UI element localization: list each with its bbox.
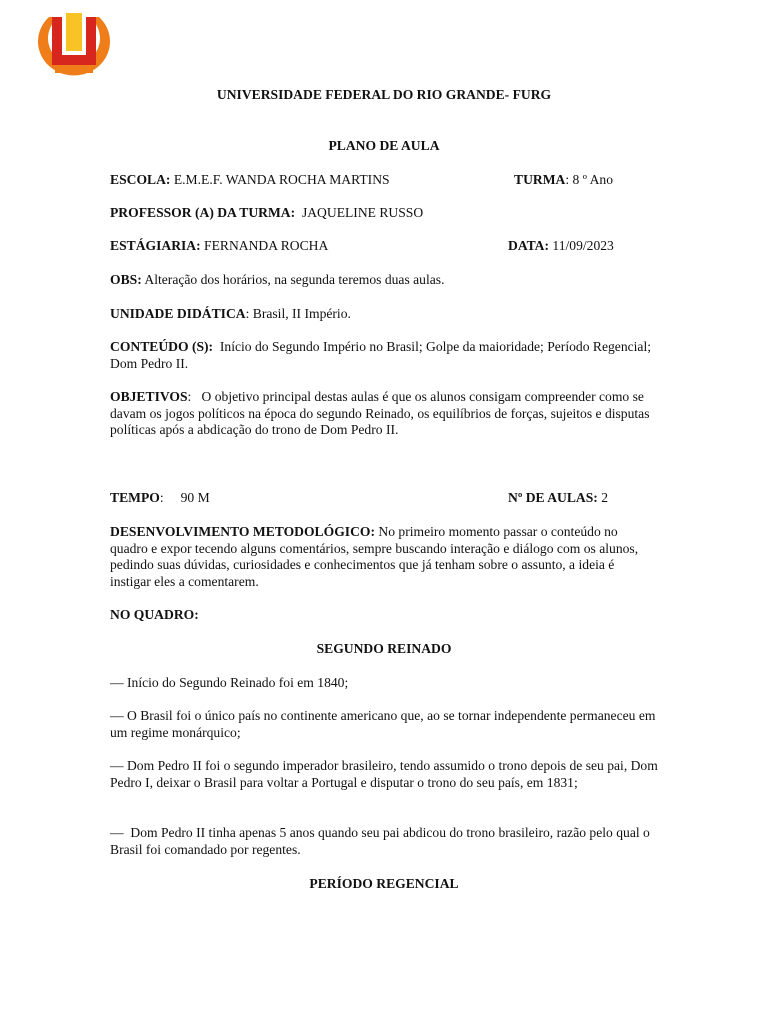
obs-label: OBS:: [110, 272, 142, 287]
unidade-label: UNIDADE DIDÁTICA: [110, 306, 246, 321]
professor-row: [110, 205, 658, 222]
turma-label: TURMA: [514, 172, 566, 187]
tempo-label: TEMPO: [110, 490, 160, 505]
logo-base: [55, 69, 93, 73]
unidade-value: : Brasil, II Império.: [245, 306, 351, 321]
segundo-reinado-heading: SEGUNDO REINADO: [316, 641, 452, 656]
list-item: — Dom Pedro II tinha apenas 5 anos quando seu pai abdicou do trono brasileiro, razão pelo qual o Brasil foi comandado por regentes.: [110, 825, 654, 857]
estagiaria-row: [110, 238, 658, 255]
desenvolvimento-paragraph: [110, 524, 658, 590]
escola-label: ESCOLA:: [110, 172, 171, 187]
obs-row: [110, 272, 658, 289]
objetivos-value: : O objetivo principal destas aulas é que os alunos consigam compreender como se davam os jogos políticos na época do segundo Reinado, os equilíbrios de forças, sujeitos e disputas políticas após a abdicação do trono de Dom Pedro II.: [110, 389, 653, 438]
estagiaria-label: ESTÁGIARIA:: [110, 238, 201, 253]
tempo-row: [110, 490, 658, 507]
document-title: PLANO DE AULA: [328, 138, 440, 153]
logo-yellow-block: [66, 13, 82, 51]
escola-value: E.M.E.F. WANDA ROCHA MARTINS: [170, 172, 390, 187]
no-quadro-label: NO QUADRO:: [110, 607, 199, 622]
university-heading: UNIVERSIDADE FEDERAL DO RIO GRANDE- FURG: [216, 87, 552, 102]
desenvolvimento-label: DESENVOLVIMENTO METODOLÓGICO:: [110, 524, 375, 539]
data-value: 11/09/2023: [549, 238, 614, 253]
desenvolvimento-value: No primeiro momento passar o conteúdo no quadro e expor tecendo alguns comentários, sempre buscando interação e diálogo com os alunos, pedindo suas dúvidas, curiosidades e conhecimentos que já tenham sobre o assunto, a ideia é instigar eles a comentarem.: [110, 524, 639, 589]
unidade-row: [110, 306, 658, 323]
aulas-value: 2: [597, 490, 609, 505]
data-field: [508, 238, 614, 255]
obs-value: Alteração dos horários, na segunda teremos duas aulas.: [141, 272, 445, 287]
conteudo-label: CONTEÚDO (S):: [110, 339, 214, 354]
aulas-field: [508, 490, 608, 507]
professor-value: JAQUELINE RUSSO: [295, 205, 424, 220]
estagiaria-value: FERNANDA ROCHA: [200, 238, 329, 253]
objetivos-paragraph: [110, 389, 658, 439]
list-item: — Dom Pedro II foi o segundo imperador brasileiro, tendo assumido o trono depois de seu pai, Dom Pedro I, deixar o Brasil para voltar a Portugal e disputar o trono do seu país, em 1831;: [110, 758, 658, 790]
periodo-regencial-heading: PERÍODO REGENCIAL: [309, 876, 459, 891]
objetivos-label: OBJETIVOS: [110, 389, 188, 404]
tempo-value: : 90 M: [159, 490, 210, 505]
turma-value: : 8 º Ano: [565, 172, 614, 187]
professor-label: PROFESSOR (A) DA TURMA:: [110, 205, 296, 220]
furg-logo: [35, 11, 113, 79]
list-item: — O Brasil foi o único país no continente americano que, ao se tornar independente permaneceu em um regime monárquico;: [110, 708, 656, 740]
turma-field: [514, 172, 613, 189]
conteudo-value: Início do Segundo Império no Brasil; Golpe da maioridade; Período Regencial; Dom Pedro II.: [110, 339, 655, 371]
data-label: DATA:: [508, 238, 550, 253]
list-item: — Início do Segundo Reinado foi em 1840;: [110, 675, 349, 690]
escola-row: [110, 172, 658, 189]
aulas-label: Nº DE AULAS:: [508, 490, 598, 505]
conteudo-paragraph: [110, 339, 658, 372]
